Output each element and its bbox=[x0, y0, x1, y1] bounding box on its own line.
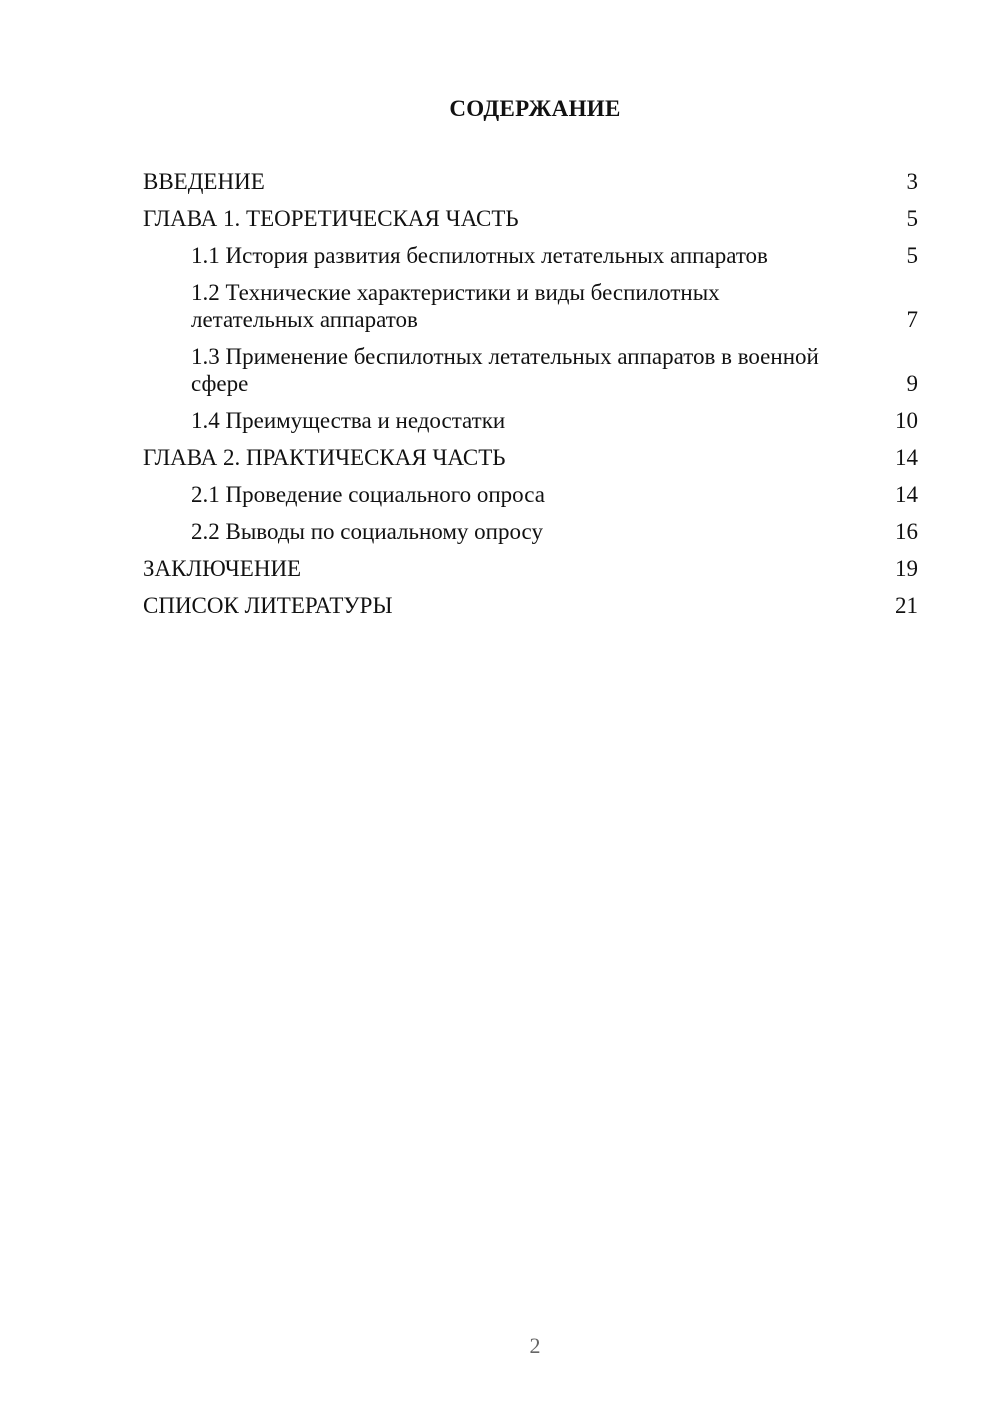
table-of-contents bbox=[143, 168, 918, 629]
page-number: 2 bbox=[529, 1333, 541, 1358]
toc-entry-page: 5 bbox=[906, 206, 918, 231]
toc-entry-title: ВВЕДЕНИЕ bbox=[143, 169, 265, 194]
toc-entry-page: 16 bbox=[895, 519, 918, 544]
toc-entry-conclusion bbox=[143, 555, 918, 582]
toc-entry-section-2-1 bbox=[143, 481, 918, 508]
toc-title: СОДЕРЖАНИЕ bbox=[449, 96, 621, 121]
toc-entry-section-2-2 bbox=[143, 518, 918, 545]
toc-entry-section-1-4 bbox=[143, 407, 918, 434]
toc-entry-page: 3 bbox=[906, 169, 918, 194]
toc-entry-page: 14 bbox=[895, 482, 918, 507]
toc-entry-title: 1.2 Технические характеристики и виды беспилотных летательных аппаратов bbox=[191, 280, 720, 332]
toc-entry-section-1-1 bbox=[143, 242, 918, 269]
toc-entry-title: ЗАКЛЮЧЕНИЕ bbox=[143, 556, 302, 581]
toc-entry-chapter-2 bbox=[143, 444, 918, 471]
toc-entry-section-1-2 bbox=[143, 279, 918, 333]
toc-entry-title: ГЛАВА 2. ПРАКТИЧЕСКАЯ ЧАСТЬ bbox=[143, 445, 506, 470]
toc-entry-page: 5 bbox=[906, 243, 918, 268]
toc-entry-title: СПИСОК ЛИТЕРАТУРЫ bbox=[143, 593, 393, 618]
toc-entry-chapter-1 bbox=[143, 205, 918, 232]
toc-entry-title: 2.1 Проведение социального опроса bbox=[191, 482, 545, 507]
toc-entry-page: 21 bbox=[895, 593, 918, 618]
toc-entry-title: 1.3 Применение беспилотных летательных аппаратов в военной сфере bbox=[191, 344, 819, 396]
toc-entry-title: 1.1 История развития беспилотных летательных аппаратов bbox=[191, 243, 768, 268]
toc-entry-page: 10 bbox=[895, 408, 918, 433]
toc-entry-references bbox=[143, 592, 918, 619]
toc-entry-page: 19 bbox=[895, 556, 918, 581]
toc-entry-page: 14 bbox=[895, 445, 918, 470]
toc-entry-title: ГЛАВА 1. ТЕОРЕТИЧЕСКАЯ ЧАСТЬ bbox=[143, 206, 519, 231]
toc-entry-page: 9 bbox=[906, 371, 918, 396]
toc-entry-page: 7 bbox=[906, 307, 918, 332]
toc-entry-title: 2.2 Выводы по социальному опросу bbox=[191, 519, 543, 544]
toc-entry-section-1-3 bbox=[143, 343, 918, 397]
toc-entry-title: 1.4 Преимущества и недостатки bbox=[191, 408, 506, 433]
toc-entry-introduction bbox=[143, 168, 918, 195]
